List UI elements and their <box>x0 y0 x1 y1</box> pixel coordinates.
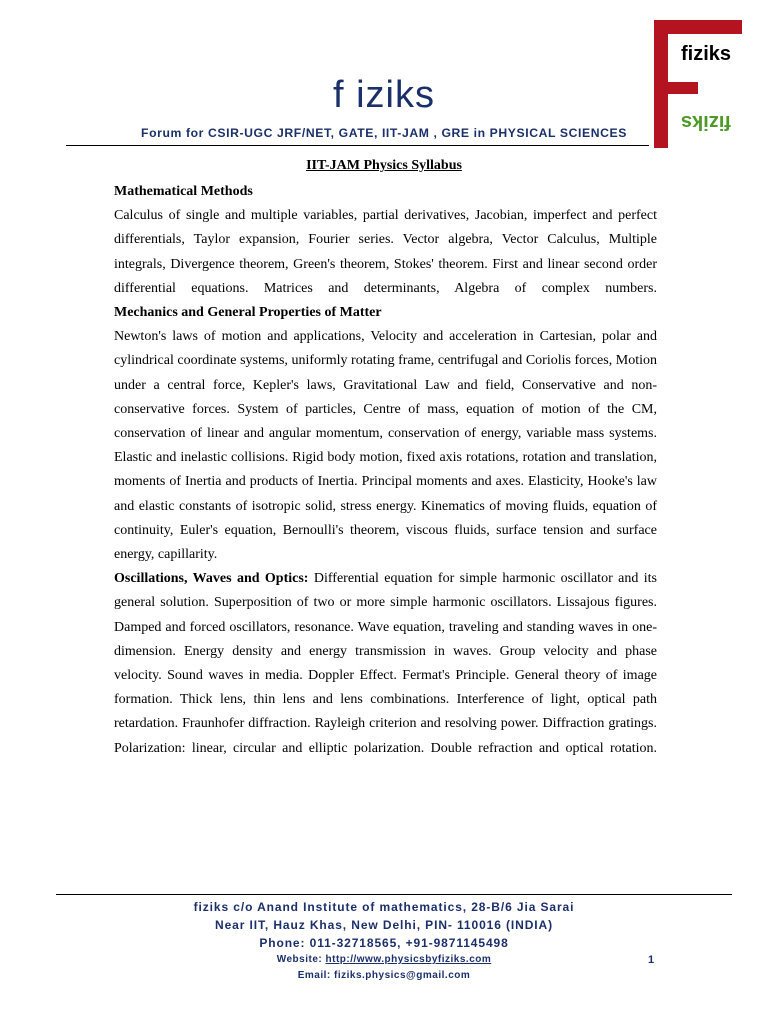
brand-tagline: Forum for CSIR-UGC JRF/NET, GATE, IIT-JAM , GRE in PHYSICAL SCIENCES <box>141 126 627 140</box>
document-title: IIT-JAM Physics Syllabus <box>306 158 462 173</box>
header-divider <box>66 145 649 146</box>
website-label: Website: <box>276 954 326 965</box>
syllabus-content <box>114 180 657 761</box>
section-body-math: Calculus of single and multiple variables, partial derivatives, Jacobian, imperfect and perfect differentials, Taylor expansion, Fourier series. Vector algebra, Vector Calculus, Multiple integrals, Divergence theorem, Green's theorem, Stokes' theorem. First and linear second order differential equations. Matrices and determinants, Algebra of complex numbers. <box>114 208 657 296</box>
page-number: 1 <box>648 954 655 966</box>
logo-red-bar-mid <box>654 82 698 94</box>
section-body-oscillations: Differential equation for simple harmonic oscillator and its general solution. Superposition of two or more simple harmonic oscillators. Lissajous figures. Damped and forced oscillators, resonance. Wave equation, traveling and standing waves in one-dimension. Energy density and energy transmission in waves. Group velocity and phase velocity. Sound waves in media. Doppler Effect. Fermat's Principle. General theory of image formation. Thick lens, thin lens and lens combinations. Interference of light, optical path retardation. Fraunhofer diffraction. Rayleigh criterion and resolving power. Diffraction gratings. Polarization: linear, circular and elliptic polarization. Double refraction and optical rotation. <box>114 571 657 756</box>
section-oscillations <box>114 567 657 761</box>
logo-text: fiziks <box>680 43 732 65</box>
footer-address-line1: fiziks c/o Anand Institute of mathematics, 28-B/6 Jia Sarai <box>193 900 575 914</box>
footer-email: Email: fiziks.physics@gmail.com <box>297 970 471 981</box>
footer-divider <box>56 894 732 895</box>
brand-title: f iziks <box>333 74 435 116</box>
section-heading-mechanics: Mechanics and General Properties of Matter <box>114 305 382 321</box>
section-heading-math: Mathematical Methods <box>114 184 253 199</box>
fiziks-logo <box>648 20 748 148</box>
footer-address-line2: Near IIT, Hauz Khas, New Delhi, PIN- 110016 (INDIA) <box>215 918 553 932</box>
section-heading-oscillations: Oscillations, Waves and Optics: <box>114 571 309 587</box>
website-link[interactable]: http://www.physicsbyfiziks.com <box>325 954 492 965</box>
section-body-mechanics: Newton's laws of motion and applications, Velocity and acceleration in Cartesian, polar and cylindrical coordinate systems, uniformly rotating frame, centrifugal and Coriolis forces, Motion under a central force, Kepler's laws, Gravitational Law and field, Conservative and non-conservative forces. System of particles, Centre of mass, equation of motion of the CM, conservation of linear and angular momentum, conservation of energy, variable mass systems. Elastic and inelastic collisions. Rigid body motion, fixed axis rotations, rotation and translation, moments of Inertia and products of Inertia. Principal moments and axes. Elasticity, Hooke's law and elastic constants of isotropic solid, stress energy. Kinematics of moving fluids, equation of continuity, Euler's equation, Bernoulli's theorem, viscous fluids, surface tension and surface energy, capillarity. <box>114 329 657 563</box>
logo-text-mirrored: fiziks <box>680 111 732 133</box>
footer-phone: Phone: 011-32718565, +91-9871145498 <box>259 936 509 950</box>
